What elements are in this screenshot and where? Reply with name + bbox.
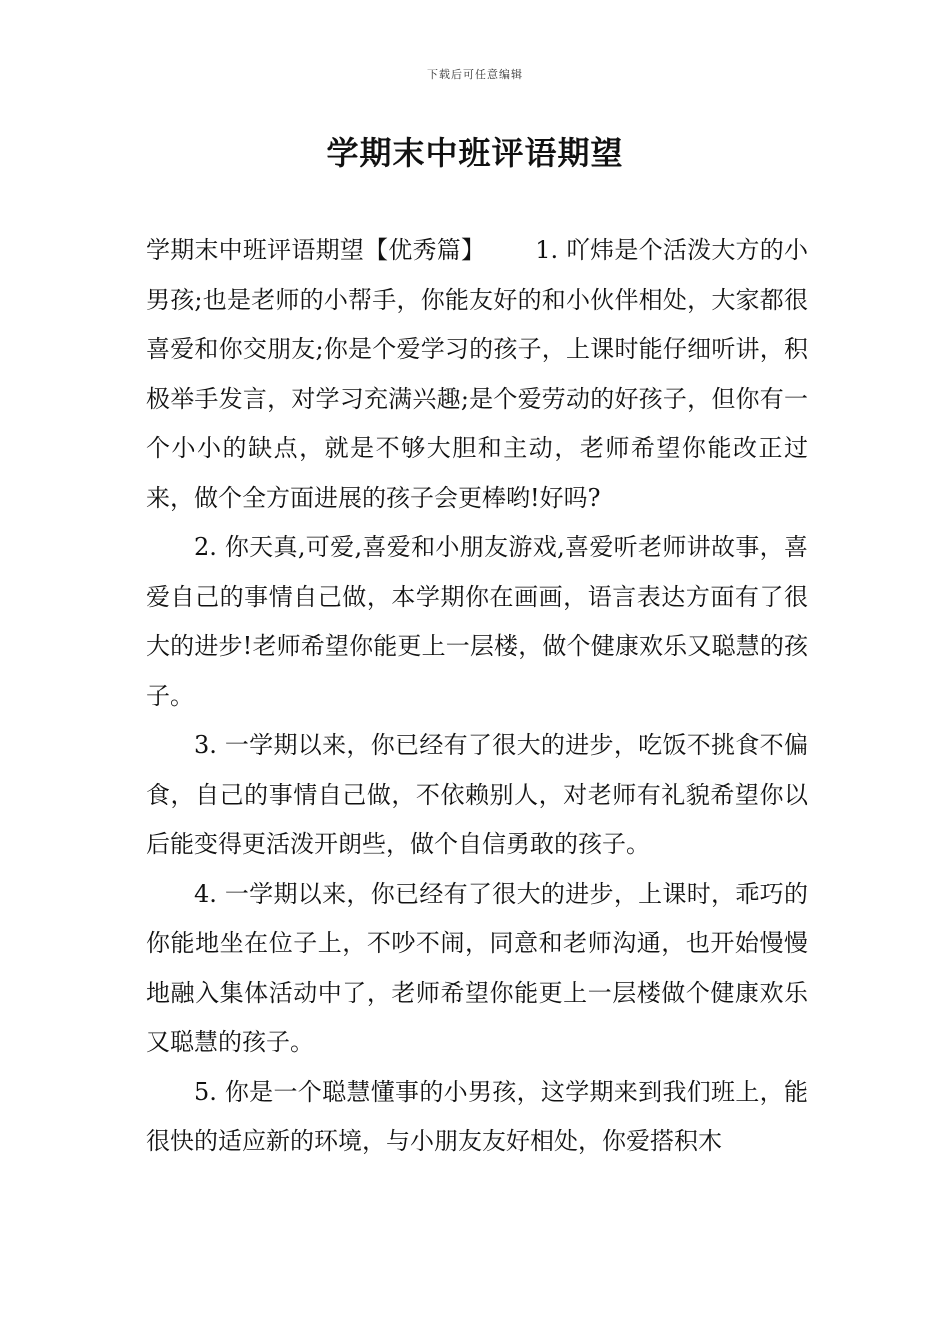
document-body xyxy=(146,226,808,1167)
paragraph-3: 3. 一学期以来，你已经有了很大的进步，吃饭不挑食不偏食，自己的事情自己做，不依赖别人，对老师有礼貌希望你以后能变得更活泼开朗些，做个自信勇敢的孩子。 xyxy=(146,731,808,858)
header-note: 下载后可任意编辑 xyxy=(427,68,523,81)
paragraph-1 xyxy=(146,226,808,523)
document-title: 学期末中班评语期望 xyxy=(326,134,624,172)
intro-tag: 学期末中班评语期望【优秀篇】 xyxy=(146,236,486,264)
paragraph-5: 5. 你是一个聪慧懂事的小男孩，这学期来到我们班上，能很快的适应新的环境，与小朋友友好相处，你爱搭积木 xyxy=(146,1077,808,1155)
paragraph-2: 2. 你天真,可爱,喜爱和小朋友游戏,喜爱听老师讲故事，喜爱自己的事情自己做，本学期你在画画，语言表达方面有了很大的进步!老师希望你能更上一层楼，做个健康欢乐又聪慧的孩子。 xyxy=(146,533,808,710)
paragraph-4: 4. 一学期以来，你已经有了很大的进步，上课时，乖巧的你能地坐在位子上，不吵不闹，同意和老师沟通，也开始慢慢地融入集体活动中了，老师希望你能更上一层楼做个健康欢乐又聪慧的孩子。 xyxy=(146,879,808,1056)
paragraph-1-text: 1. 吖炜是个活泼大方的小男孩;也是老师的小帮手，你能友好的和小伙伴相处，大家都很喜爱和你交朋友;你是个爱学习的孩子，上课时能仔细听讲，积极举手发言，对学习充满兴趣;是个爱劳动的好孩子，但你有一个小小的缺点，就是不够大胆和主动，老师希望你能改正过来，做个全方面进展的孩子会更棒哟!好吗? xyxy=(146,236,809,512)
